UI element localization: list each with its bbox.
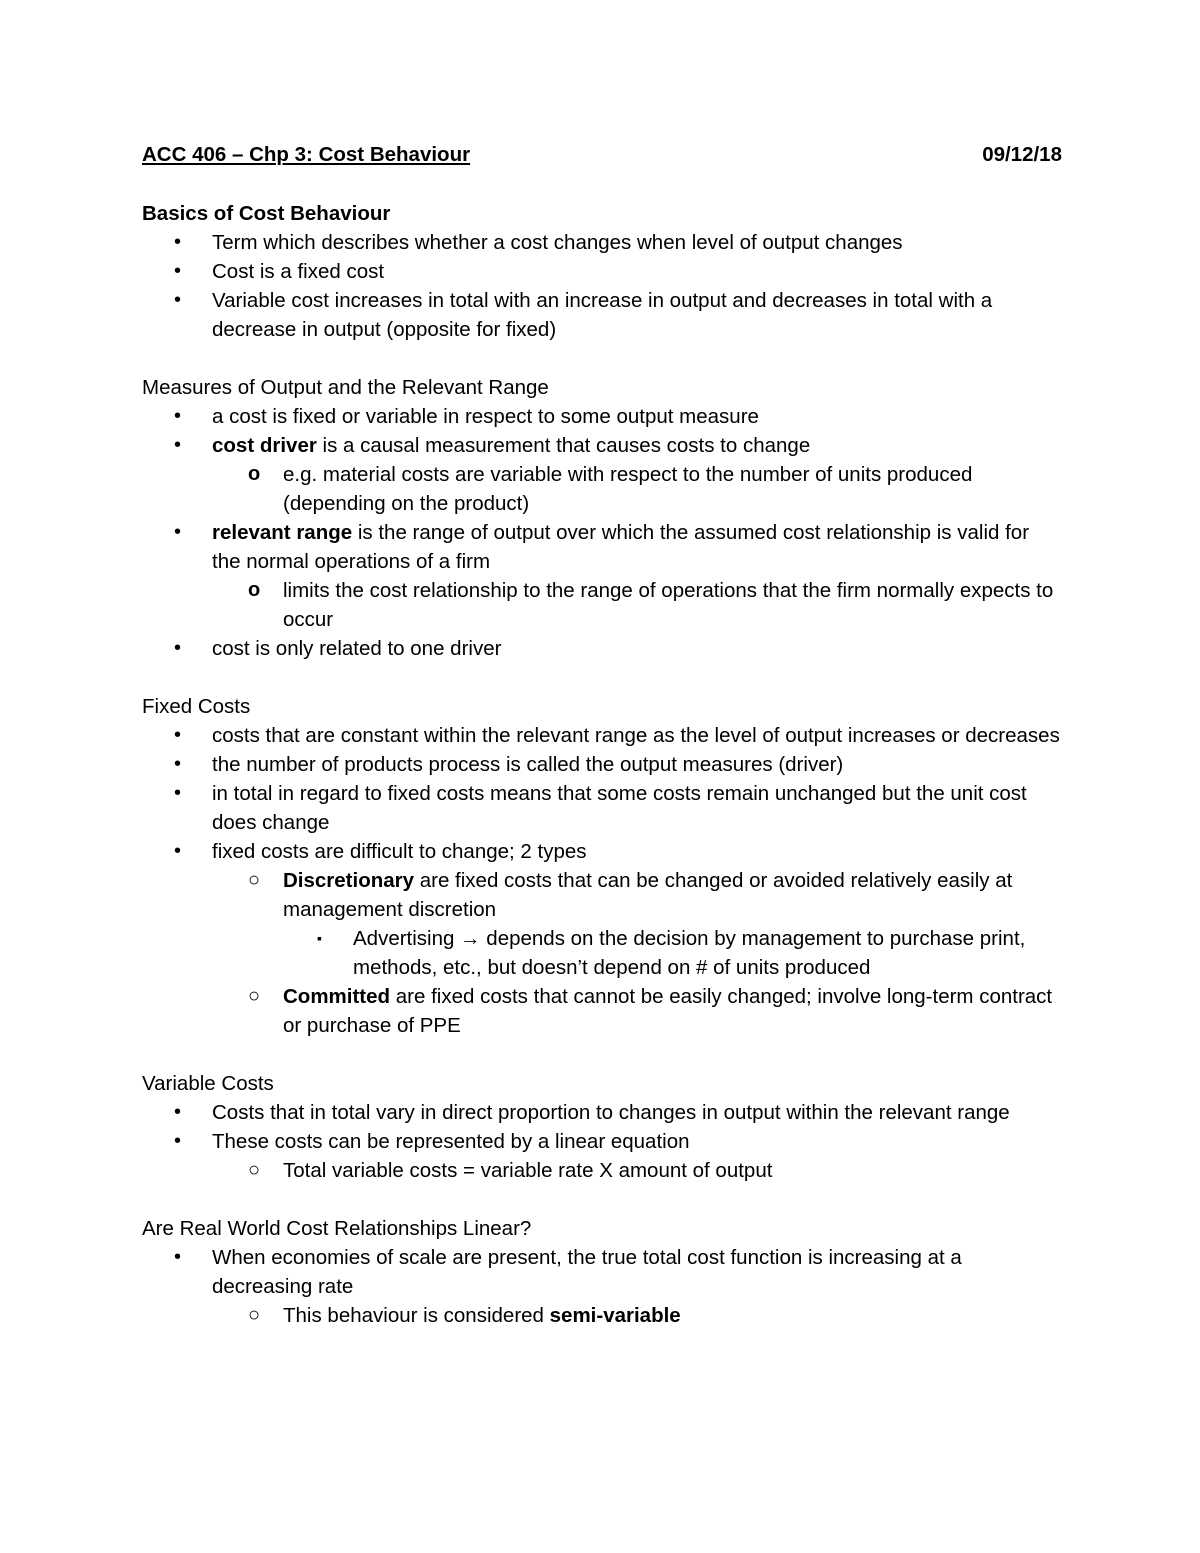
list-subitem: o limits the cost relationship to the range of operations that the firm normally expects to occur [142,576,1062,634]
circle-bullet-icon: o [248,463,261,485]
list-item: • the number of products process is called the output measures (driver) [142,750,1062,779]
disc-bullet-icon: • [174,521,182,543]
section-linear [142,1214,1062,1330]
list-item: • Cost is a fixed cost [142,257,1062,286]
disc-bullet-icon: • [174,434,182,456]
list-item: • fixed costs are difficult to change; 2 types [142,837,1062,866]
list-subitem: ○ This behaviour is considered semi-variable [142,1301,1062,1330]
document-title: ACC 406 – Chp 3: Cost Behaviour [142,143,471,166]
list-item: • relevant range is the range of output over which the assumed cost relationship is valid for the normal operations of a firm [142,518,1062,576]
bullet-list [142,1098,1062,1185]
disc-bullet-icon: • [174,782,182,804]
list-item: • in total in regard to fixed costs means that some costs remain unchanged but the unit cost does change [142,779,1062,837]
circle-bullet-icon: o [248,579,261,601]
list-item: • Costs that in total vary in direct proportion to changes in output within the relevant range [142,1098,1062,1127]
circle-bullet-icon: ○ [248,985,261,1007]
term-discretionary: Discretionary [283,869,415,892]
disc-bullet-icon: • [174,637,182,659]
list-subitem: ○ Committed are fixed costs that cannot be easily changed; involve long-term contract or purchase of PPE [142,982,1062,1040]
list-item: • costs that are constant within the relevant range as the level of output increases or decreases [142,721,1062,750]
list-item: • When economies of scale are present, the true total cost function is increasing at a decreasing rate [142,1243,1062,1301]
disc-bullet-icon: • [174,724,182,746]
document-header [142,140,1062,169]
document-page [142,140,1062,1359]
section-fixed-costs [142,692,1062,1040]
list-subitem: ○ Total variable costs = variable rate X amount of output [142,1156,1062,1185]
circle-bullet-icon: ○ [248,1159,261,1181]
disc-bullet-icon: • [174,753,182,775]
section-heading: Fixed Costs [142,695,251,718]
disc-bullet-icon: • [174,840,182,862]
section-measures [142,373,1062,663]
bullet-list [142,228,1062,344]
list-item: • a cost is fixed or variable in respect to some output measure [142,402,1062,431]
list-item: • cost driver is a causal measurement that causes costs to change [142,431,1062,460]
disc-bullet-icon: • [174,405,182,427]
term-committed: Committed [283,985,391,1008]
circle-bullet-icon: ○ [248,869,261,891]
section-heading: Measures of Output and the Relevant Range [142,376,549,399]
list-subitem: o e.g. material costs are variable with respect to the number of units produced (depending on the product) [142,460,1062,518]
section-heading: Variable Costs [142,1072,274,1095]
disc-bullet-icon: • [174,1246,182,1268]
section-variable-costs [142,1069,1062,1185]
term-cost-driver: cost driver [212,434,317,457]
section-basics [142,199,1062,344]
term-semi-variable: semi-variable [549,1304,681,1327]
bullet-list [142,1243,1062,1330]
section-heading: Basics of Cost Behaviour [142,202,391,225]
list-item: • Term which describes whether a cost changes when level of output changes [142,228,1062,257]
list-item: • cost is only related to one driver [142,634,1062,663]
disc-bullet-icon: • [174,289,182,311]
bullet-list [142,402,1062,663]
document-date: 09/12/18 [982,143,1062,166]
bullet-list [142,721,1062,1040]
disc-bullet-icon: • [174,231,182,253]
term-relevant-range: relevant range [212,521,353,544]
disc-bullet-icon: • [174,260,182,282]
square-bullet-icon: ▪ [317,930,322,946]
list-item: • These costs can be represented by a linear equation [142,1127,1062,1156]
circle-bullet-icon: ○ [248,1304,261,1326]
disc-bullet-icon: • [174,1130,182,1152]
list-subitem: ○ Discretionary are fixed costs that can be changed or avoided relatively easily at management discretion [142,866,1062,924]
list-item: • Variable cost increases in total with an increase in output and decreases in total with a decrease in output (opposite for fixed) [142,286,1062,344]
section-heading: Are Real World Cost Relationships Linear? [142,1217,532,1240]
disc-bullet-icon: • [174,1101,182,1123]
list-subsubitem: ▪ Advertising → depends on the decision by management to purchase print, methods, etc., but doesn’t depend on # of units produced [142,924,1062,982]
